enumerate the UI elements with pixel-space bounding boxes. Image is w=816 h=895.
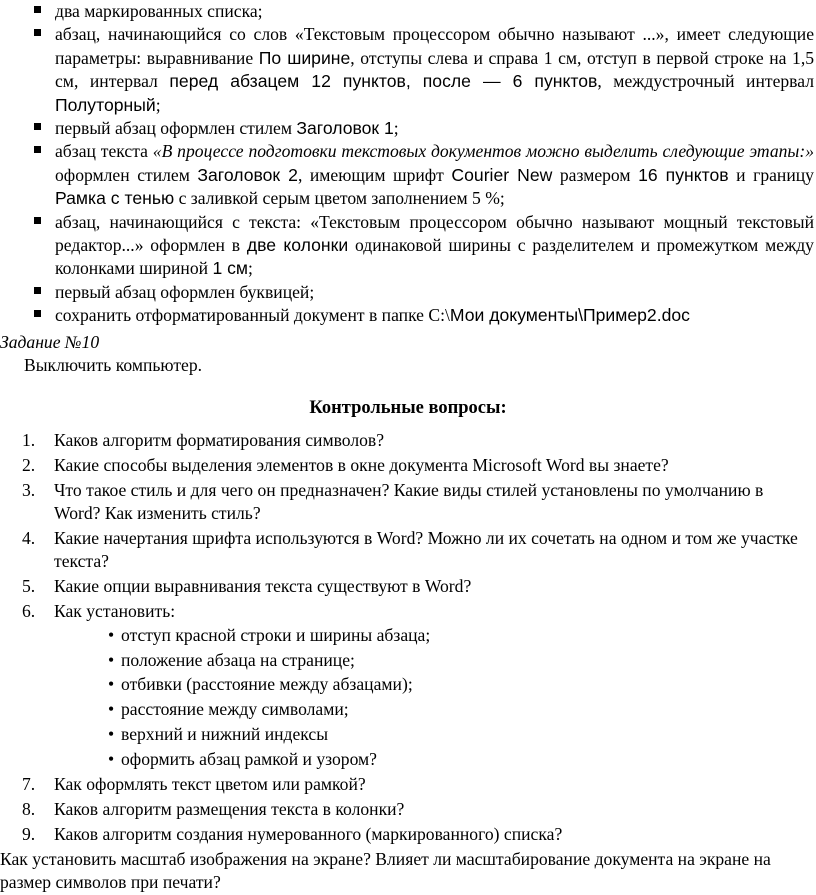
question-item [22,527,814,574]
question-text: Каков алгоритм форматирования символов? [54,429,385,450]
question-item [22,600,814,771]
question-item [22,454,814,477]
round-bullet-icon: • [108,699,115,720]
round-bullet-icon: • [108,674,115,695]
question-text: Каков алгоритм размещения текста в колонки? [54,799,405,819]
bullet-text-run: ; [155,94,161,115]
question-number: 6. [22,601,36,622]
bullet-text-run: 16 пунктов [638,164,729,185]
question-text: Что такое стиль и для чего он предназначен? Какие виды стилей установлены по умолчанию в Word? Как изменить стиль? [54,479,764,524]
question-item [22,575,814,598]
control-questions-heading: Контрольные вопросы: [309,397,507,418]
bullet-text-run: Рамка с тенью [55,188,175,209]
bullet-text-run: Полуторный [55,94,156,115]
sub-bullet-item [108,649,816,672]
square-bullet-icon [34,6,41,13]
bullet-item [34,0,814,23]
square-bullet-icon [34,146,41,153]
bullet-text-run: первый абзац оформлен буквицей; [55,281,315,302]
bullet-text-run: размером [552,164,639,185]
bullet-text-run: абзац, начинающийся с текста: «Текстовым процессором обычно называют мощный текстовый редактор...» оформлен в [55,211,814,256]
sub-bullet-item [108,698,816,721]
sub-bullet-list [108,624,816,772]
bullet-item [34,211,814,281]
bullet-item [34,117,814,140]
question-number: 7. [22,774,36,795]
bullet-text-run: Courier New [451,164,553,185]
square-bullet-icon [34,29,41,36]
bullet-text-run: , имеющим шрифт [297,164,452,185]
round-bullet-icon: • [108,749,115,770]
bullet-text-run: ; [248,258,253,279]
requirements-bullet-list [34,0,814,328]
bullet-text-run: «В процессе подготовки текстовых документов можно выделить следующие этапы:» [152,141,814,162]
question-item [22,798,814,821]
question-number: 1. [22,429,36,450]
sub-bullet-text: верхний и нижний индексы [121,724,329,745]
bullet-text-run: , междустрочный интервал [597,71,814,92]
question-number: 9. [22,823,36,844]
question-text: Какие опции выравнивания текста существуют в Word? [54,576,472,597]
bullet-text-run: с заливкой серым цветом заполнением 5 %; [174,188,505,209]
question-text: Какие начертания шрифта используются в Word? Можно ли их сочетать на одном и том же участке текста? [54,528,798,572]
bullet-text-run: перед абзацем 12 пунктов, после — 6 пунктов [169,71,598,92]
sub-bullet-text: отбивки (расстояние между абзацами); [121,674,413,695]
square-bullet-icon [34,310,41,317]
bullet-text-run: и границу [728,164,814,185]
question-number: 5. [22,576,36,597]
bullet-text-run: абзац текста [55,141,153,162]
bullet-item [34,140,814,210]
bullet-text-run: оформлен стилем [55,164,198,185]
question-item [22,823,814,846]
bullet-text-run: абзац, начинающийся со слов «Текстовым процессором обычно называют ...», имеет следующие параметры: выравнивание [55,24,814,68]
bullet-text-run: первый абзац оформлен стилем [55,118,297,139]
bullet-text-run: По ширине [258,47,351,68]
bullet-text-run: две колонки [246,235,349,256]
sub-bullet-text: оформить абзац рамкой и узором? [121,749,377,770]
round-bullet-icon: • [108,724,115,745]
final-question: Как установить масштаб изображения на экране? Влияет ли масштабирование документа на экране на размер символов при печати? [0,848,771,893]
question-number: 4. [22,528,36,549]
round-bullet-icon: • [108,649,115,670]
bullet-text-run: ; [393,118,399,139]
question-item [22,429,814,452]
sub-bullet-item [108,673,816,696]
task-10-title: Задание №10 [0,331,100,352]
round-bullet-icon: • [108,624,115,645]
question-number: 2. [22,454,36,475]
question-text: Какие способы выделения элементов в окне документа Microsoft Word вы знаете? [54,454,669,475]
sub-bullet-text: отступ красной строки и ширины абзаца; [121,624,431,645]
bullet-item [34,281,814,304]
bullet-item [34,23,814,117]
bullet-text-run: Заголовок 2 [197,164,298,185]
question-item [22,479,814,526]
control-questions-list [22,429,814,846]
question-text: Как оформлять текст цветом или рамкой? [54,774,366,795]
sub-bullet-item [108,748,816,771]
sub-bullet-item [108,624,816,647]
bullet-text-run: одинаковой ширины с разделителем и промежутком между колонками шириной [55,235,814,279]
question-number: 8. [22,799,36,819]
bullet-text-run: Заголовок 1 [296,118,394,139]
bullet-text-run: , отступы слева и справа 1 см, отступ в первой строке на 1,5 см, интервал [55,47,815,92]
question-number: 3. [22,479,36,500]
sub-bullet-item [108,723,816,746]
task-10-body: Выключить компьютер. [24,355,203,376]
question-text: Как установить: [54,601,176,622]
bullet-text-run: Мои документы\Пример2.doc [449,305,690,326]
bullet-item [34,304,814,327]
bullet-text-run: два маркированных списка; [55,1,263,21]
bullet-text-run: сохранить отформатированный документ в папке С:\ [55,305,450,326]
sub-bullet-text: положение абзаца на странице; [121,649,355,670]
square-bullet-icon [34,287,41,294]
sub-bullet-text: расстояние между символами; [121,699,349,720]
question-text: Каков алгоритм создания нумерованного (маркированного) списка? [54,823,563,844]
square-bullet-icon [34,217,41,224]
question-item [22,773,814,796]
square-bullet-icon [34,123,41,130]
bullet-text-run: 1 см [212,258,249,279]
